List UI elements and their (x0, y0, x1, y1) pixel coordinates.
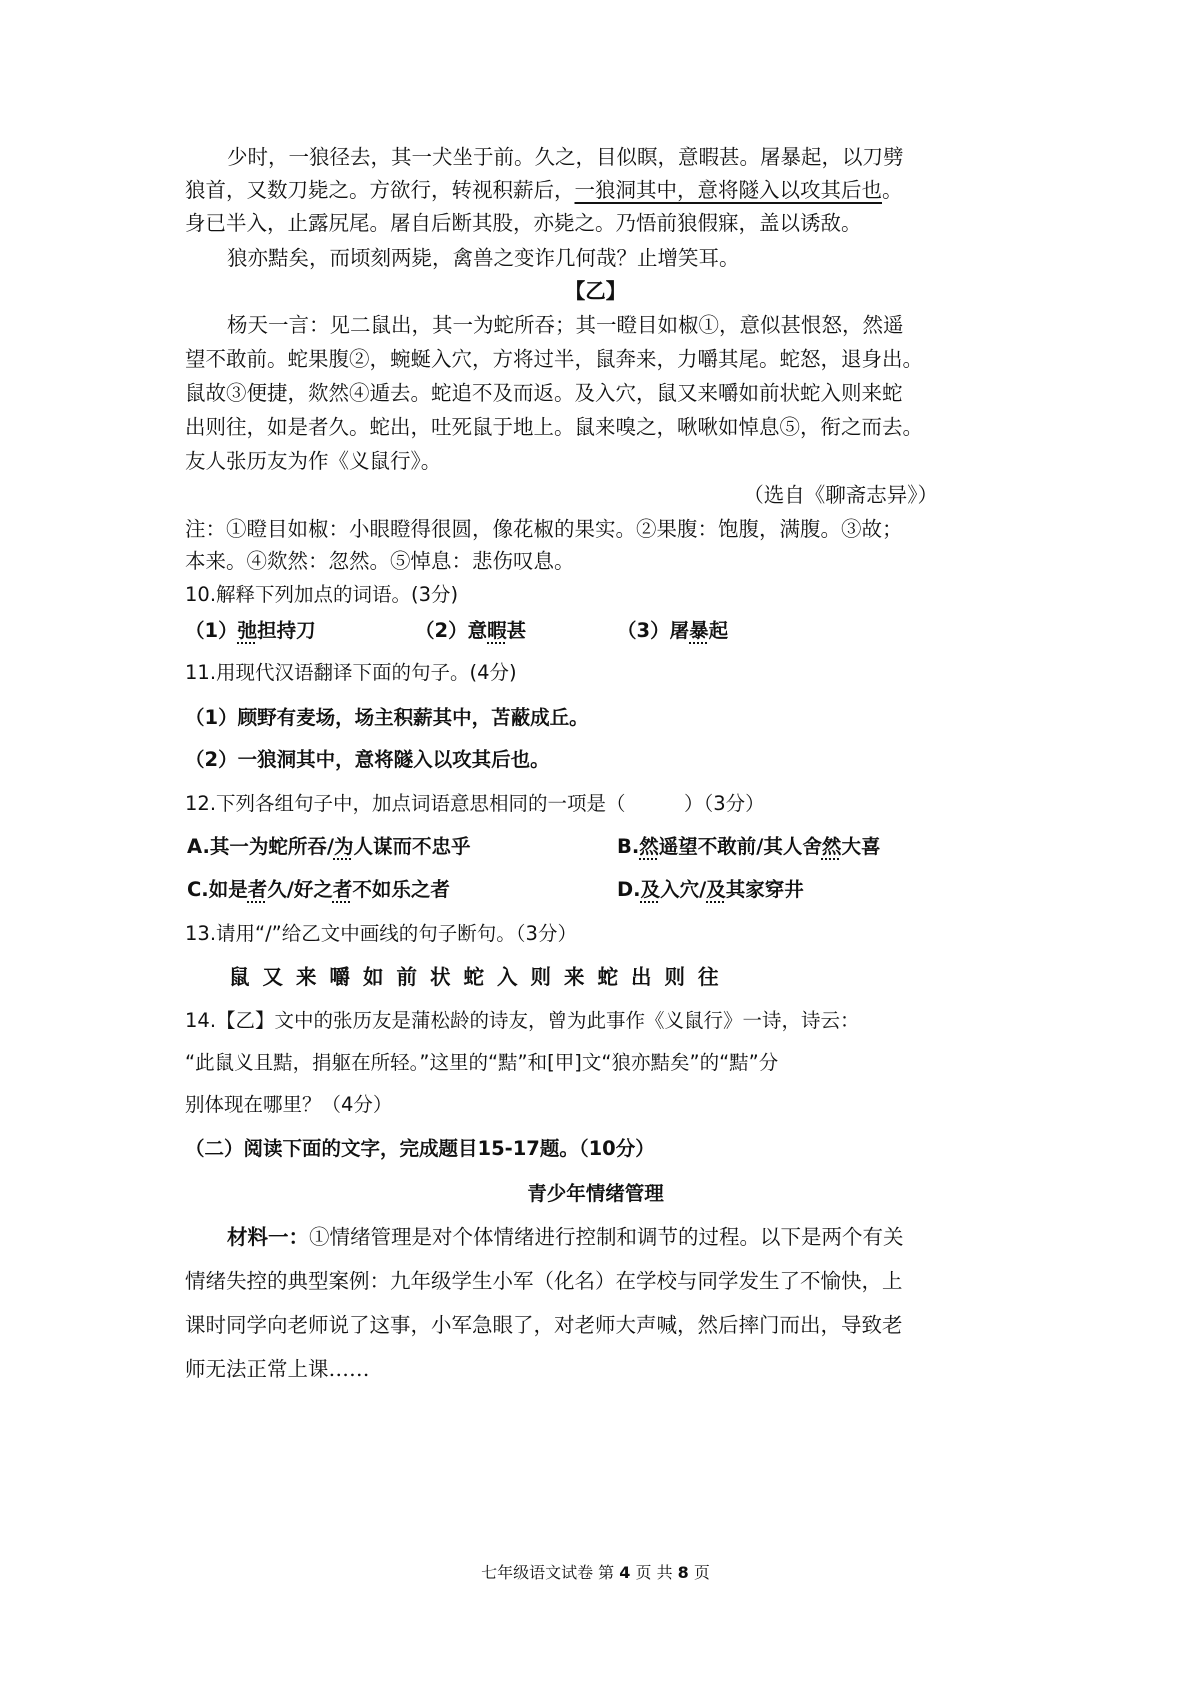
q10-item-1-dot: 弛 (237, 619, 258, 642)
page-footer (0, 1560, 1191, 1583)
q10-stem: 10.解释下列加点的词语。(3分) (185, 583, 459, 606)
material1-label: 材料一： (227, 1225, 309, 1249)
jia-line-3: 身已半入，止露尻尾。屠自后断其股，亦毙之。乃悟前狼假寐，盖以诱敌。 (185, 211, 862, 235)
material1-line-2: 情绪失控的典型案例：九年级学生小军（化名）在学校与同学发生了不愉快，上 (185, 1269, 903, 1293)
material1-line-1-text: ①情绪管理是对个体情绪进行控制和调节的过程。以下是两个有关 (309, 1225, 904, 1249)
q12-c-dot-1: 者 (247, 878, 268, 901)
yi-line-5: 友人张历友为作《义鼠行》。 (185, 449, 442, 473)
q13-sentence: 鼠又来嚼如前状蛇入则来蛇出则往 (229, 965, 732, 989)
q12-option-c (187, 873, 450, 907)
yi-line-3: 鼠故③便捷，欻然④遁去。蛇追不及而返。及入穴，鼠又来嚼如前状蛇入则来蛇 (185, 381, 903, 405)
q12-c-3: 久/好之 (267, 878, 333, 901)
q10-item-3-num: （3）屠 (617, 619, 690, 642)
yi-note-2: 本来。④欻然：忽然。⑤悼息：悲伤叹息。 (185, 549, 575, 573)
footer-page-number: 4 (619, 1563, 631, 1582)
q12-b-dot-1: 然 (639, 835, 659, 858)
q12-d-3: 入穴/ (660, 878, 707, 901)
q14-line-1: 14.【乙】文中的张历友是蒲松龄的诗友，曾为此事作《义鼠行》一诗，诗云： (185, 1009, 860, 1032)
q10-item-3-dot: 暴 (689, 619, 709, 642)
q12-c-5: 不如乐之者 (352, 878, 450, 901)
q12-option-a (187, 830, 471, 864)
jia-line-1: 少时，一狼径去，其一犬坐于前。久之，目似瞑，意暇甚。屠暴起，以刀劈 (227, 145, 904, 169)
q12-d-1: D. (617, 878, 641, 901)
q10-item-2 (415, 614, 526, 648)
q12-a-3: 人谋而不忠乎 (353, 835, 471, 858)
jia-line-2 (185, 173, 903, 207)
section2-heading: （二）阅读下面的文字，完成题目15-17题。（10分） (185, 1137, 655, 1160)
q12-stem: 12.下列各组句子中，加点词语意思相同的一项是（ ）（3分） (185, 792, 765, 815)
q12-a-dot: 为 (333, 835, 354, 858)
footer-mid: 页 共 (630, 1563, 678, 1582)
q12-c-1: C.如是 (187, 878, 248, 901)
yi-note-1: 注：①瞪目如椒：小眼瞪得很圆，像花椒的果实。②果腹：饱腹，满腹。③故； (185, 517, 903, 541)
q12-d-dot-1: 及 (640, 878, 661, 901)
q11-stem: 11.用现代汉语翻译下面的句子。(4分) (185, 661, 517, 684)
q10-item-1-num: （1） (185, 619, 238, 642)
q12-d-dot-2: 及 (706, 878, 726, 901)
jia-underlined-sentence: 一狼洞其中，意将隧入以攻其后也 (574, 178, 882, 202)
yi-line-4: 出则往，如是者久。蛇出，吐死鼠于地上。鼠来嗅之，啾啾如悼息⑤，衔之而去。 (185, 415, 923, 439)
q12-b-dot-2: 然 (821, 835, 842, 858)
q12-b-1: B. (617, 835, 640, 858)
q10-item-1-rest: 担持刀 (257, 619, 316, 642)
section2-title: 青少年情绪管理 (527, 1182, 664, 1205)
footer-suffix: 页 (688, 1563, 710, 1582)
yi-line-1: 杨天一言：见二鼠出，其一为蛇所吞；其一瞪目如椒①，意似甚恨怒，然遥 (227, 313, 904, 337)
q13-stem: 13.请用“/”给乙文中画线的句子断句。（3分） (185, 922, 577, 945)
q10-item-1 (185, 614, 316, 648)
material1-line-4: 师无法正常上课…… (185, 1357, 370, 1381)
q12-d-5: 其家穿井 (725, 878, 804, 901)
material1-line-1 (227, 1220, 904, 1254)
yi-line-2: 望不敢前。蛇果腹②，蜿蜒入穴，方将过半，鼠奔来，力嚼其尾。蛇怒，退身出。 (185, 347, 923, 371)
q10-item-3-rest: 起 (708, 619, 729, 642)
yi-source: （选自《聊斋志异》） (743, 483, 938, 507)
q14-line-3: 别体现在哪里？（4分） (185, 1093, 393, 1116)
material1-line-3: 课时同学向老师说了这事，小军急眼了，对老师大声喊，然后摔门而出，导致老 (185, 1313, 903, 1337)
q11-sentence-1: （1）顾野有麦场，场主积薪其中，苫蔽成丘。 (185, 706, 589, 729)
footer-total-pages: 8 (677, 1563, 689, 1582)
q10-item-2-num: （2）意 (415, 619, 488, 642)
q14-line-2: “此鼠义且黠，捐躯在所轻。”这里的“黠”和[甲]文“狼亦黠矣”的“黠”分 (185, 1051, 779, 1074)
q10-item-2-rest: 甚 (506, 619, 527, 642)
q12-option-b (617, 830, 880, 864)
q10-item-2-dot: 暇 (487, 619, 507, 642)
footer-prefix: 七年级语文试卷 第 (481, 1563, 620, 1582)
q10-item-3 (617, 614, 728, 648)
q12-b-5: 大喜 (841, 835, 881, 858)
q12-a-1: A.其一为蛇所吞/ (187, 835, 334, 858)
q12-option-d (617, 873, 804, 907)
q12-c-dot-2: 者 (332, 878, 353, 901)
yi-heading: 【乙】 (564, 279, 627, 303)
jia-line-4: 狼亦黠矣，而顷刻两毙，禽兽之变诈几何哉？止增笑耳。 (227, 246, 740, 270)
q12-b-3: 遥望不敢前/其人舍 (658, 835, 822, 858)
q11-sentence-2: （2）一狼洞其中，意将隧入以攻其后也。 (185, 748, 550, 771)
jia-line-2c: 。 (882, 178, 903, 202)
jia-line-2a: 狼首，又数刀毙之。方欲行，转视积薪后， (185, 178, 575, 202)
